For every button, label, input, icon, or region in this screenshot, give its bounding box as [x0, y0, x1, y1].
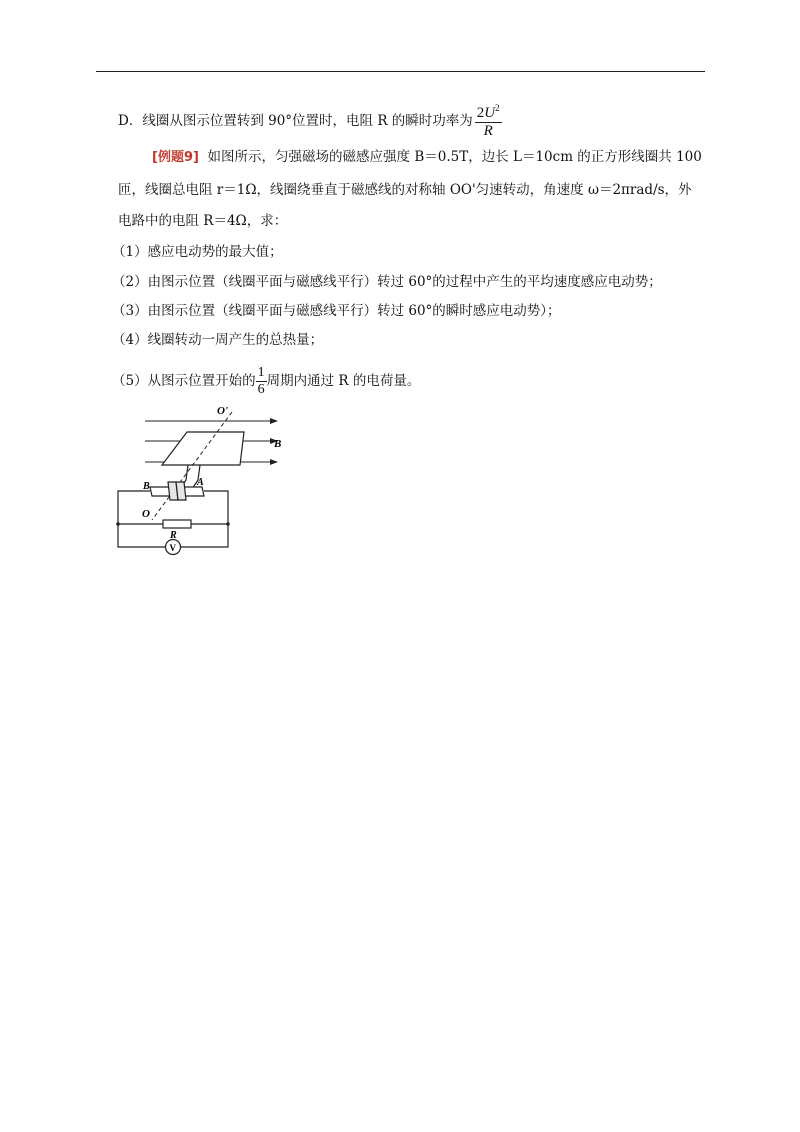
slip-ring-right — [176, 482, 186, 500]
question-4: （4）线圈转动一周产生的总热量； — [112, 332, 324, 348]
power-fraction-numerator: $2U^2$ — [476, 103, 500, 121]
wire-right — [181, 491, 228, 547]
label-brush-b: B — [143, 481, 150, 492]
question-1: （1）感应电动势的最大值； — [112, 244, 283, 260]
question-5: （5）从图示位置开始的 $\frac{1}{6}$ 周期内通过 R 的电荷量。 — [112, 365, 421, 397]
label-v: V — [169, 543, 176, 553]
power-fraction-denominator: R — [483, 123, 493, 139]
example-line-3: 电路中的电阻 R＝4Ω，求： — [118, 213, 288, 229]
example-line-2: 匝，线圈总电阻 r＝1Ω，线圈绕垂直于磁感线的对称轴 OO'匀速转动，角速度 ω＝2πrad/s，外 — [118, 182, 692, 198]
label-b-field: B — [274, 438, 282, 450]
label-o-prime: O' — [217, 405, 228, 417]
question-2: （2）由图示位置（线圈平面与磁感线平行）转过 60°的过程中产生的平均速度感应电动势； — [112, 274, 662, 290]
example-tag: [例题9] — [152, 150, 199, 165]
brushes — [150, 482, 204, 500]
period-fraction: $\frac{1}{6}$ — [257, 365, 265, 397]
label-brush-a: A — [197, 477, 204, 488]
option-d-text: D．线圈从图示位置转到 90°位置时，电阻 R 的瞬时功率为 — [118, 113, 473, 129]
example-line-1: [例题9] 如图所示，匀强磁场的磁感应强度 B＝0.5T，边长 L＝10cm 的正方形线圈共 100 — [152, 149, 702, 165]
question-3: （3）由图示位置（线圈平面与磁感线平行）转过 60°的瞬时感应电动势）； — [112, 303, 561, 319]
junction-right — [226, 522, 230, 526]
label-o: O — [142, 508, 150, 520]
label-r: R — [170, 530, 177, 541]
coil-loop — [162, 432, 244, 465]
resistor — [163, 520, 191, 528]
rotation-axis — [152, 412, 232, 520]
junction-left — [116, 522, 120, 526]
